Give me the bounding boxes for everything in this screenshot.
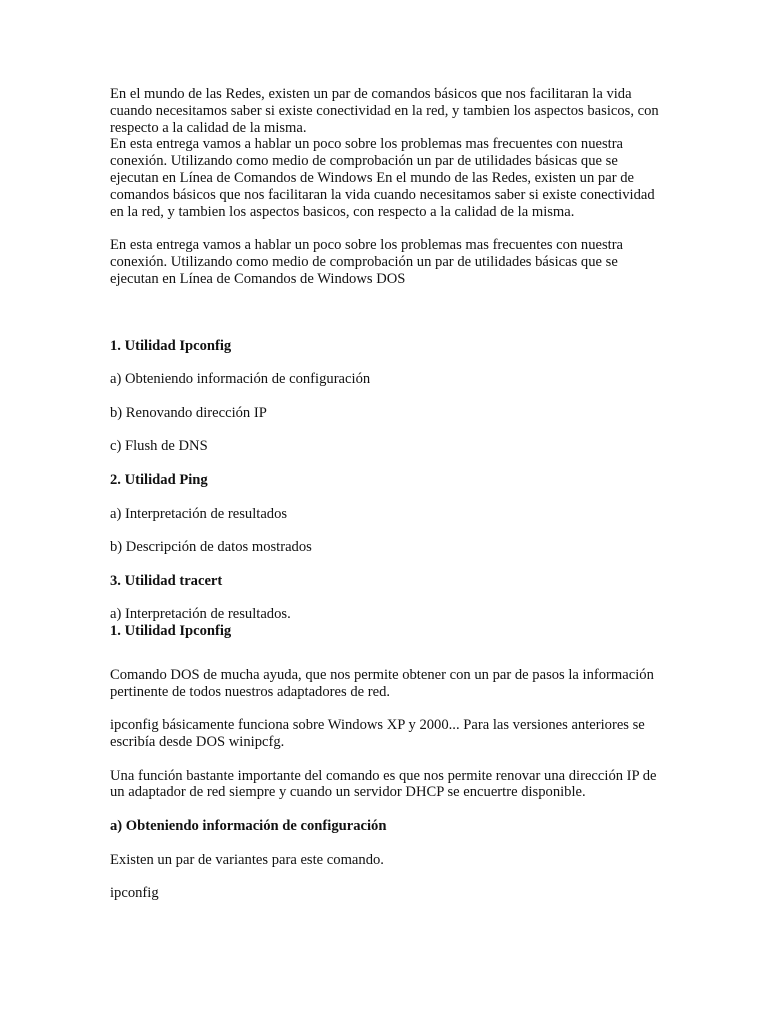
toc-item-ping-a: a) Interpretación de resultados [110, 505, 288, 522]
toc-heading-ipconfig: 1. Utilidad Ipconfig [110, 337, 232, 354]
intro-paragraph-2: En esta entrega vamos a hablar un poco sobre los problemas mas frecuentes con nuestra conexión. Utilizando como medio de comprobación un par de utilidades básicas que se ejecutan en Línea de Comandos de Windows En el mundo de las Redes, existen un par de comandos básicos que nos facilitaran la vida cuando necesitamos saber si existe conectividad en la red, y tambien los aspectos basicos, con respecto a la calidad de la misma. [110, 136, 655, 220]
intro-paragraph-1: En el mundo de las Redes, existen un par de comandos básicos que nos facilitaran la vida cuando necesitamos saber si existe conectividad en la red, y tambien los aspectos basicos, con respecto a la calidad de la misma. [110, 86, 659, 136]
toc-item-tracert-a: a) Interpretación de resultados. [110, 606, 291, 623]
toc-heading-ping: 2. Utilidad Ping [110, 471, 208, 488]
toc-item-ipconfig-c: c) Flush de DNS [110, 438, 208, 455]
section-paragraph-5: ipconfig [110, 885, 159, 902]
section-paragraph-4: Existen un par de variantes para este comando. [110, 851, 384, 868]
section-paragraph-3: Una función bastante importante del comando es que nos permite renovar una dirección IP de un adaptador de red siempre y cuando un servidor DHCP se encuertre disponible. [110, 767, 657, 801]
toc-item-ping-b: b) Descripción de datos mostrados [110, 539, 312, 556]
subsection-heading-config: a) Obteniendo información de configuración [110, 818, 387, 835]
toc-heading-tracert: 3. Utilidad tracert [110, 572, 223, 589]
intro-paragraph-3: En esta entrega vamos a hablar un poco sobre los problemas mas frecuentes con nuestra conexión. Utilizando como medio de comprobación un par de utilidades básicas que se ejecutan en Línea de Comandos de Windows DOS [110, 237, 624, 287]
section-paragraph-2: ipconfig básicamente funciona sobre Windows XP y 2000... Para las versiones anteriores se escribía desde DOS winipcfg. [110, 717, 645, 751]
toc-item-ipconfig-b: b) Renovando dirección IP [110, 404, 267, 421]
toc-item-ipconfig-a: a) Obteniendo información de configuración [110, 371, 371, 388]
document-body [110, 86, 662, 902]
section-paragraph-1: Comando DOS de mucha ayuda, que nos permite obtener con un par de pasos la información pertinente de todos nuestros adaptadores de red. [110, 666, 654, 700]
section-heading-ipconfig: 1. Utilidad Ipconfig [110, 623, 232, 640]
